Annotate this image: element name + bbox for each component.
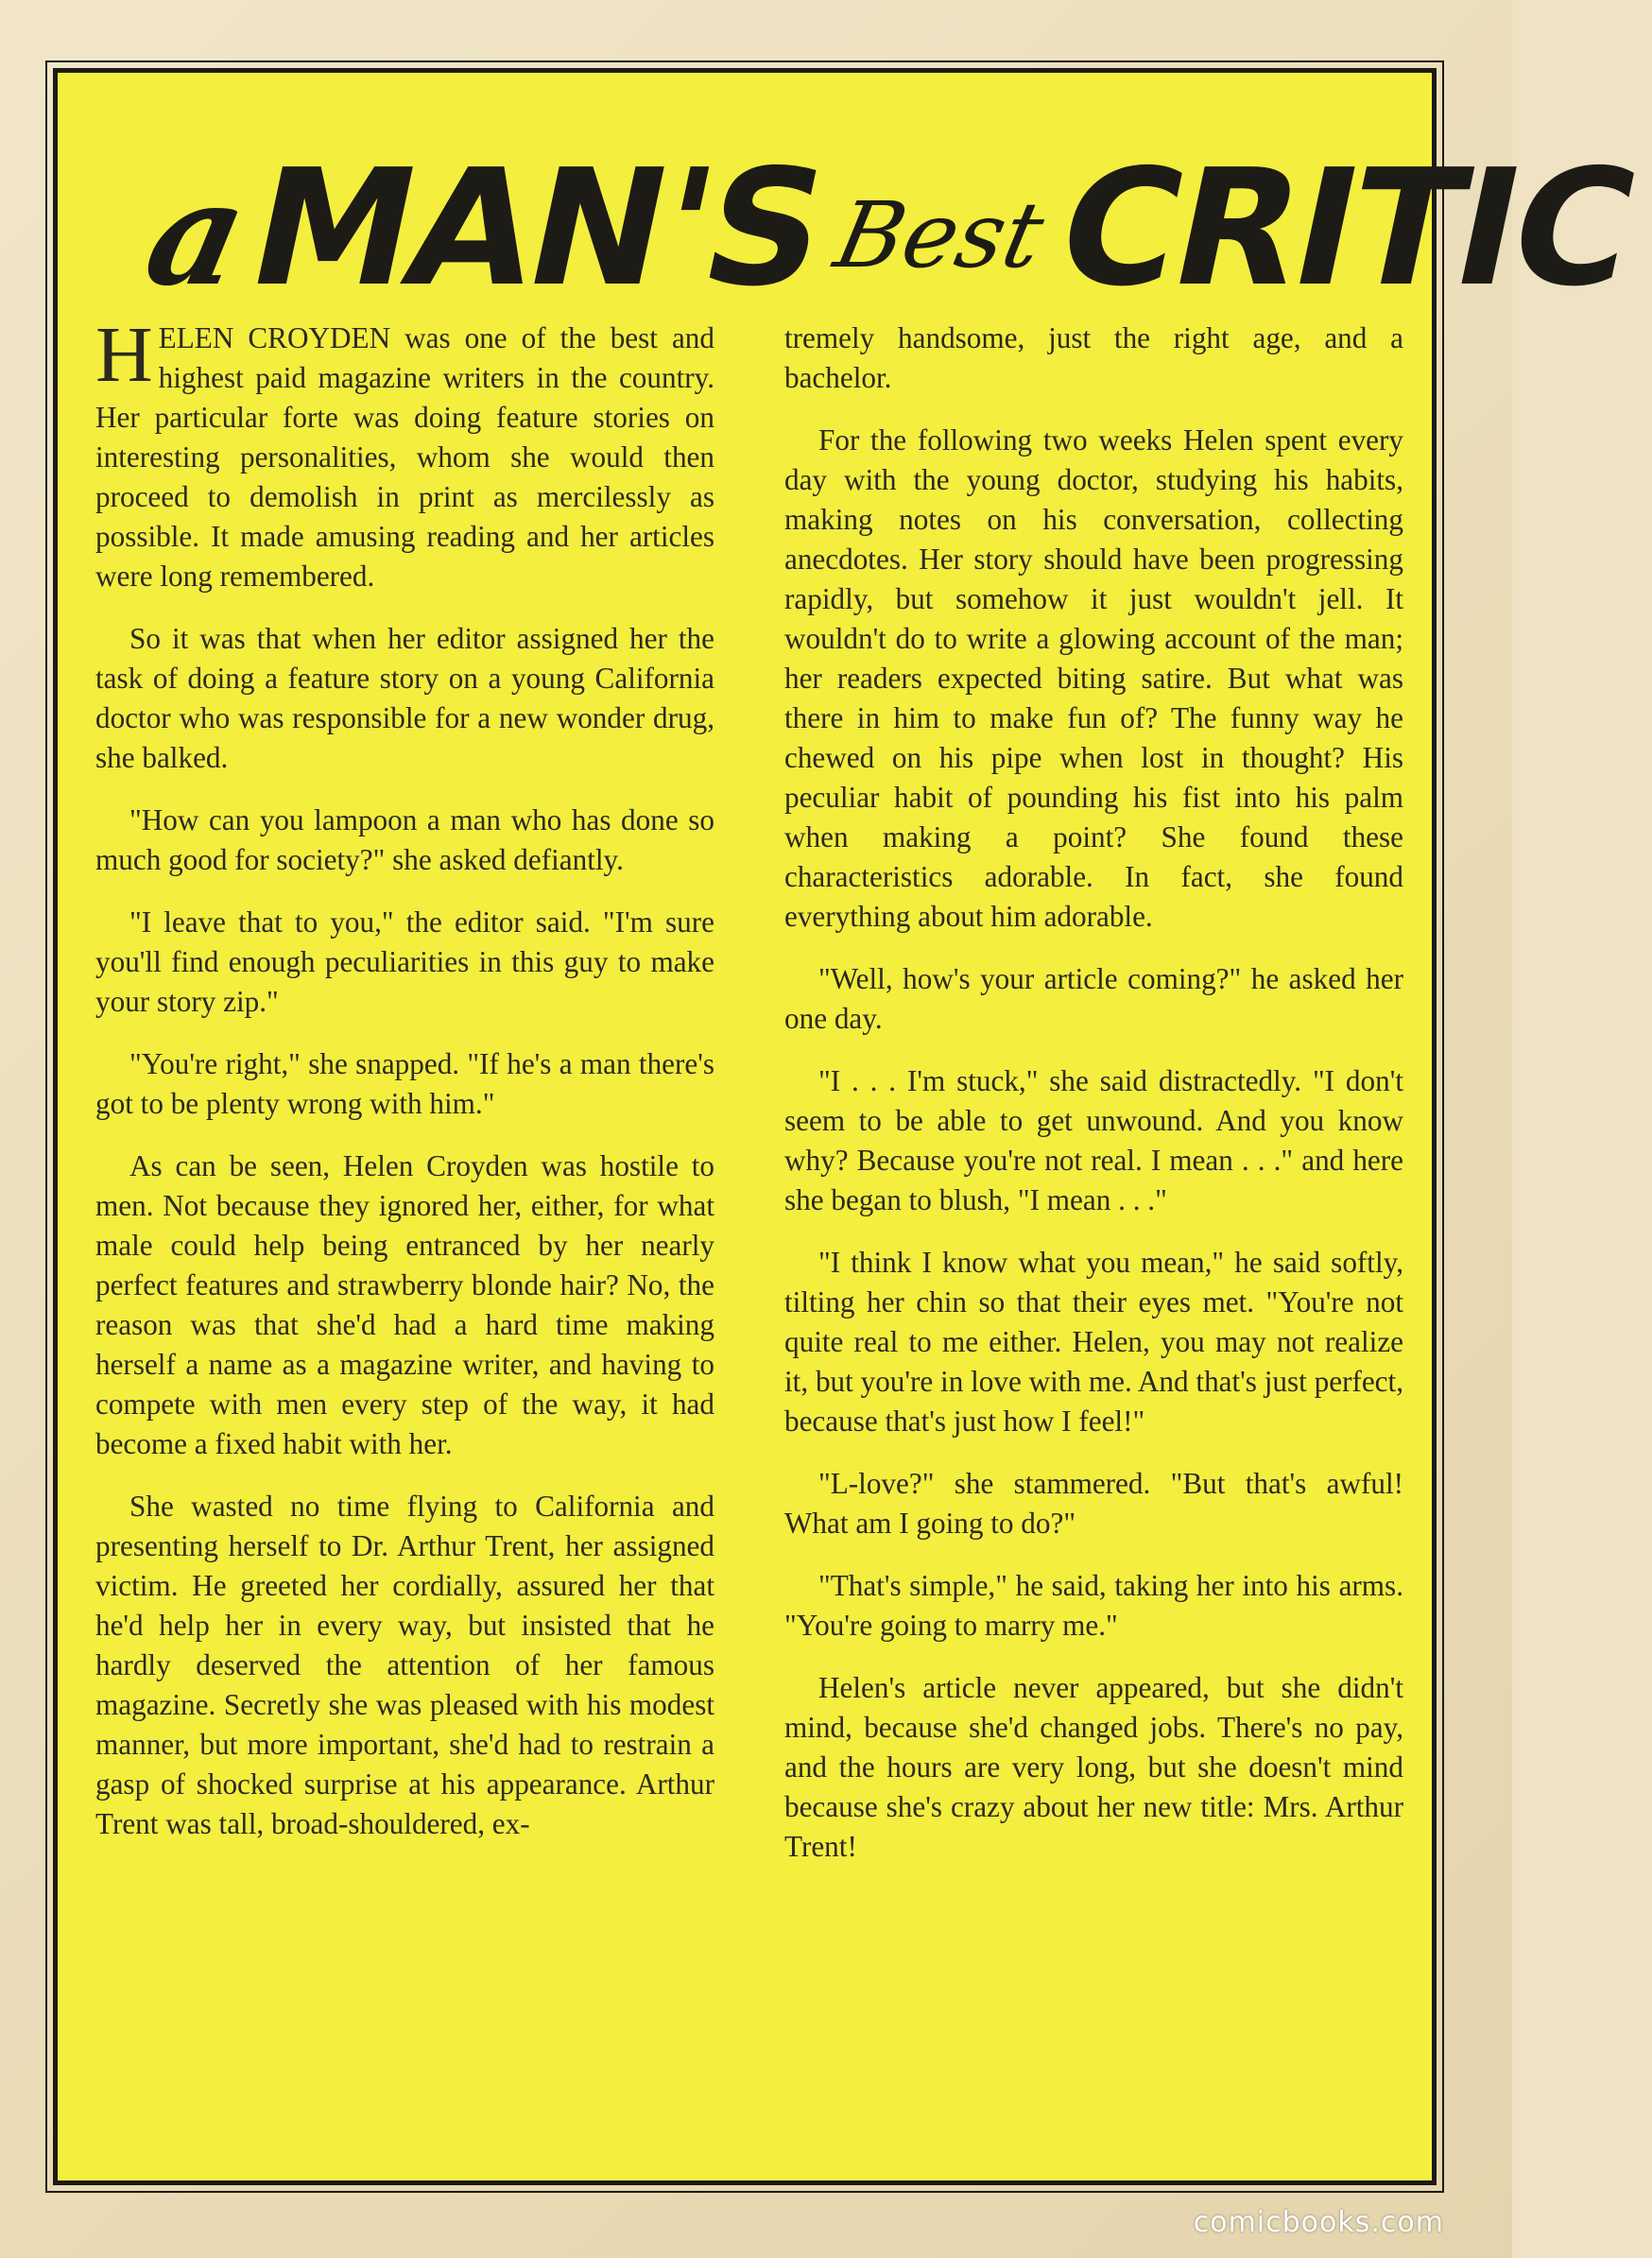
paragraph: "I . . . I'm stuck," she said distractedly. "I don't seem to be able to get unwound. And you know why? Because you're not real. I mean . . ." and here she began to blush, "I mean . . ." (784, 1064, 1403, 1216)
title-word-mans: MAN'S (234, 135, 839, 322)
story-panel (53, 68, 1649, 2185)
paragraph: "I leave that to you," the editor said. "I'm sure you'll find enough peculiarities in this guy to make your story zip." (95, 905, 714, 1018)
paragraph: For the following two weeks Helen spent every day with the young doctor, studying his habits, making notes on his conversation, collecting anecdotes. Her story should have been progressing rapidly, but somehow it just wouldn't jell. It wouldn't do to write a glowing account of the man; her readers expected biting satire. But what was there in him to make fun of? The funny way he chewed on his pipe when lost in thought? His peculiar habit of pounding his fist into his palm when making a point? She found these characteristics adorable. In fact, she found everything about him adorable. (784, 423, 1403, 933)
title-word-critic: CRITIC (1042, 135, 1649, 322)
paragraph: She wasted no time flying to California and presenting herself to Dr. Arthur Trent, her assigned victim. He greeted her cordially, assured her that he'd help her in every way, but insisted that he hardly deserved the attention of her famous magazine. Secretly she was pleased with his modest manner, but more important, she'd had to restrain a gasp of shocked surprise at his appearance. Arthur Trent was tall, broad-shouldered, ex- (95, 1490, 714, 1840)
left-column (95, 311, 714, 2152)
paragraph: "That's simple," he said, taking her into his arms. "You're going to marry me." (784, 1569, 1403, 1642)
paragraph: "You're right," she snapped. "If he's a man there's got to be plenty wrong with him." (95, 1047, 714, 1120)
paragraph: As can be seen, Helen Croyden was hostile to men. Not because they ignored her, either, for what male could help being entranced by her nearly perfect features and strawberry blonde hair? No, the reason was that she'd had a hard time making herself a name as a magazine writer, and having to compete with men every step of the way, it had become a fixed habit with her. (95, 1149, 714, 1460)
paragraph: "I think I know what you mean," he said softly, tilting her chin so that their eyes met. "You're not quite real to me either. Helen, you may not realize it, but you're in love with me. And that's just perfect, because that's just how I feel!" (784, 1246, 1403, 1438)
paragraph: Helen's article never appeared, but she didn't mind, because she'd changed jobs. There's no pay, and the hours are very long, but she doesn't mind because she's crazy about her new title: Mrs. Arthur Trent! (784, 1671, 1403, 1863)
title-word-a: a (133, 151, 261, 318)
paragraph (95, 311, 714, 596)
drop-cap: H (95, 311, 153, 399)
paragraph-text: ELEN CROYDEN was one of the best and highest paid magazine writers in the country. Her particular forte was doing feature stories on interesting personalities, whom she would then proceed to demolish in print as mercilessly as possible. It made amusing reading and her articles were long remembered. (95, 321, 714, 593)
paragraph: "L-love?" she stammered. "But that's awful! What am I going to do?" (784, 1467, 1403, 1540)
paragraph: So it was that when her editor assigned her the task of doing a feature story on a young California doctor who was responsible for a new wonder drug, she balked. (95, 622, 714, 774)
story-title (129, 120, 1649, 337)
title-word-best: Best (826, 182, 1053, 288)
paragraph: "How can you lampoon a man who has done so much good for society?" she asked defiantly. (95, 803, 714, 876)
right-column (784, 319, 1403, 2152)
paragraph: tremely handsome, just the right age, and a bachelor. (784, 321, 1403, 394)
text-columns (95, 311, 1403, 2152)
paragraph: "Well, how's your article coming?" he asked her one day. (784, 962, 1403, 1035)
watermark-text: comicbooks.com (1193, 2206, 1444, 2239)
